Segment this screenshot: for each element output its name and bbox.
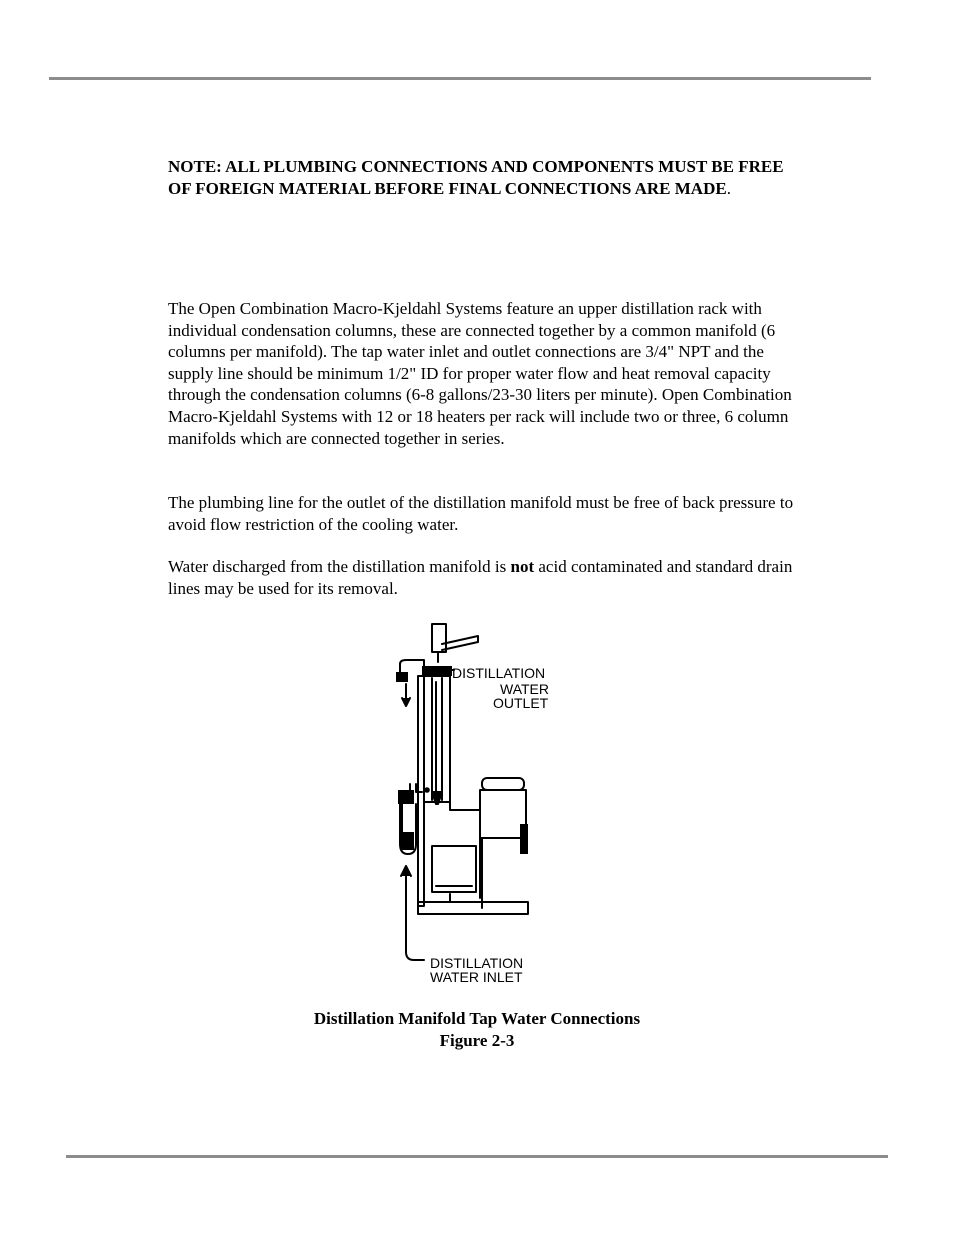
- paragraph-discharge: [168, 556, 808, 599]
- manifold-diagram: [380, 618, 570, 990]
- header-rule: [49, 77, 871, 80]
- footer-rule: [66, 1155, 888, 1158]
- discharge-text-bold: not: [510, 557, 535, 576]
- note-period: .: [726, 179, 731, 198]
- manifold-connection-figure: [380, 618, 570, 990]
- outlet-label-line3: OUTLET: [493, 695, 549, 711]
- caption-figure-number: Figure 2-3: [439, 1031, 515, 1050]
- outlet-label-line2: WATER: [500, 681, 549, 697]
- paragraph-outlet-line: The plumbing line for the outlet of the distillation manifold must be free of back pressure to avoid flow restriction of the cooling water.: [168, 493, 794, 534]
- figure-caption: [200, 1008, 754, 1052]
- paragraph-manifold-description: The Open Combination Macro-Kjeldahl Systems feature an upper distillation rack with individual condensation columns, these are connected together by a common manifold (6 columns per manifold). The tap water inlet and outlet connections are 3/4" NPT and the supply line should be minimum 1/2" ID for proper water flow and heat removal capacity through the condensation columns (6-8 gallons/23-30 liters per minute). Open Combination Macro-Kjeldahl Systems with 12 or 18 heaters per rack will include two or three, 6 column manifolds which are connected together in series.: [168, 299, 792, 448]
- inlet-label-line1: DISTILLATION: [430, 955, 524, 971]
- outlet-elbow: [400, 660, 424, 672]
- outlet-label-line1: DISTILLATION: [452, 665, 546, 681]
- discharge-text-before: Water discharged from the distillation manifold is: [168, 557, 511, 576]
- plumbing-note: [168, 156, 808, 200]
- caption-title: Distillation Manifold Tap Water Connections: [313, 1009, 641, 1028]
- valve-handle: [442, 636, 478, 650]
- note-text: NOTE: ALL PLUMBING CONNECTIONS AND COMPONENTS MUST BE FREE OF FOREIGN MATERIAL BEFORE FINAL CONNECTIONS ARE MADE: [168, 157, 784, 198]
- discharge-text-after: acid contaminated and standard drain lines may be used for its removal.: [168, 557, 793, 598]
- inlet-label-line2: WATER INLET: [430, 969, 523, 985]
- top-valve: [432, 624, 446, 652]
